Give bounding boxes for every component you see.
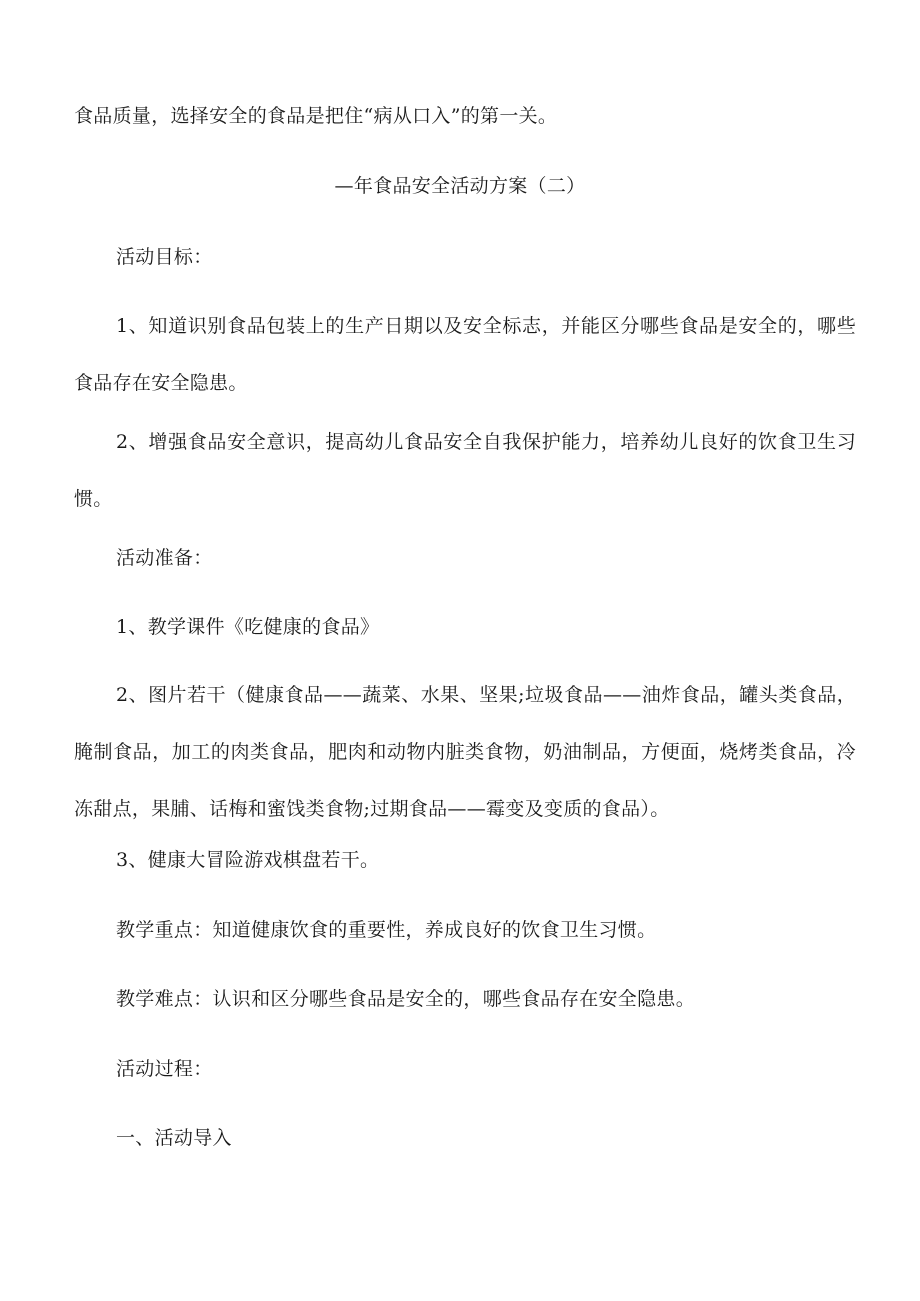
prep-item-2: 2、图片若干（健康食品——蔬菜、水果、坚果;垃圾食品——油炸食品，罐头类食品，腌制食品，加工的肉类食品，肥肉和动物内脏类食物，奶油制品，方便面，烧烤类食品，冷冻甜点，果脯、话梅和蜜饯类食物;过期食品——霉变及变质的食品）。 (74, 684, 856, 820)
teaching-difficulty: 教学难点：认识和区分哪些食品是安全的，哪些食品存在安全隐患。 (116, 988, 696, 1010)
teaching-focus: 教学重点：知道健康饮食的重要性，养成良好的饮食卫生习惯。 (116, 919, 657, 941)
section-title: —年食品安全活动方案（二） (334, 175, 586, 197)
goal-item-2: 2、增强食品安全意识，提高幼儿食品安全自我保护能力，培养幼儿良好的饮食卫生习惯。 (74, 431, 856, 510)
heading-activity-goals: 活动目标： (116, 246, 213, 268)
goal-item-1: 1、知道识别食品包装上的生产日期以及安全标志，并能区分哪些食品是安全的，哪些食品存在安全隐患。 (74, 315, 856, 394)
continuation-text: 食品质量，选择安全的食品是把住“病从口入”的第一关。 (74, 105, 558, 127)
prep-item-1: 1、教学课件《吃健康的食品》 (116, 616, 380, 638)
process-step-1: 一、活动导入 (116, 1127, 232, 1149)
heading-activity-process: 活动过程： (116, 1058, 213, 1080)
heading-activity-prep: 活动准备： (116, 547, 213, 569)
prep-item-3: 3、健康大冒险游戏棋盘若干。 (116, 849, 380, 871)
